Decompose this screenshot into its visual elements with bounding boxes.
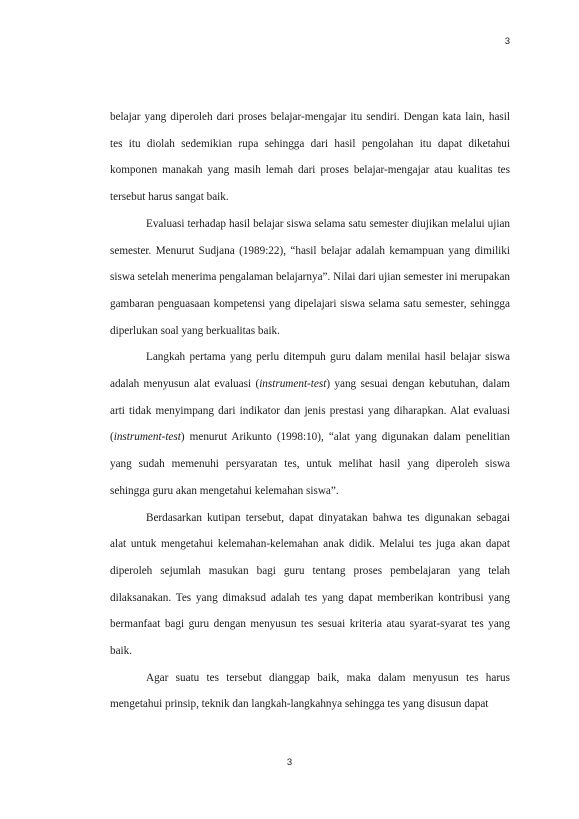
- italic-term: instrument-test: [113, 431, 181, 444]
- document-body: [110, 104, 510, 718]
- page-number-top: 3: [504, 36, 510, 47]
- paragraph-4: Berdasarkan kutipan tersebut, dapat dinyatakan bahwa tes digunakan sebagai alat untuk mengetahui kelemahan-kelemahan anak didik. Melalui tes juga akan dapat diperoleh sejumlah masukan bagi guru tentang proses pembelajaran yang telah dilaksanakan. Tes yang dimaksud adalah tes yang dapat memberikan kontribusi yang bermanfaat bagi guru dengan menyusun tes sesuai kriteria atau syarat-syarat tes yang baik.: [110, 511, 510, 658]
- paragraph-2: Evaluasi terhadap hasil belajar siswa selama satu semester diujikan melalui ujian semester. Menurut Sudjana (1989:22), “hasil belajar adalah kemampuan yang dimiliki siswa setelah menerima pengalaman belajarnya”. Nilai dari ujian semester ini merupakan gambaran penguasaan kompetensi yang dipelajari siswa selama satu semester, sehingga diperlukan soal yang berkualitas baik.: [110, 217, 510, 337]
- paragraph-3: [110, 344, 510, 504]
- paragraph-3-text: ) menurut Arikunto (1998:10), “alat yang digunakan dalam penelitian yang sudah memenuhi persyaratan tes, untuk melihat hasil yang diperoleh siswa sehingga guru akan mengetahui kelemahan siswa”.: [110, 431, 510, 497]
- paragraph-3-text: ) yang sesuai dengan kebutuhan, dalam arti tidak menyimpang dari indikator dan jenis prestasi yang diharapkan. Alat evaluasi (: [110, 378, 510, 444]
- page-number-bottom: 3: [286, 757, 293, 768]
- paragraph-5: Agar suatu tes tersebut dianggap baik, maka dalam menyusun tes harus mengetahui prinsip, teknik dan langkah-langkahnya sehingga tes yang disusun dapat: [110, 671, 510, 711]
- paragraph-3-text: Langkah pertama yang perlu ditempuh guru dalam menilai hasil belajar siswa adalah menyusun alat evaluasi (: [110, 351, 510, 391]
- italic-term: instrument-test: [259, 378, 327, 391]
- paragraph-1: belajar yang diperoleh dari proses belajar-mengajar itu sendiri. Dengan kata lain, hasil tes itu diolah sedemikian rupa sehingga dari hasil pengolahan itu dapat diketahui komponen manakah yang masih lemah dari proses belajar-mengajar atau kualitas tes tersebut harus sangat baik.: [110, 111, 510, 204]
